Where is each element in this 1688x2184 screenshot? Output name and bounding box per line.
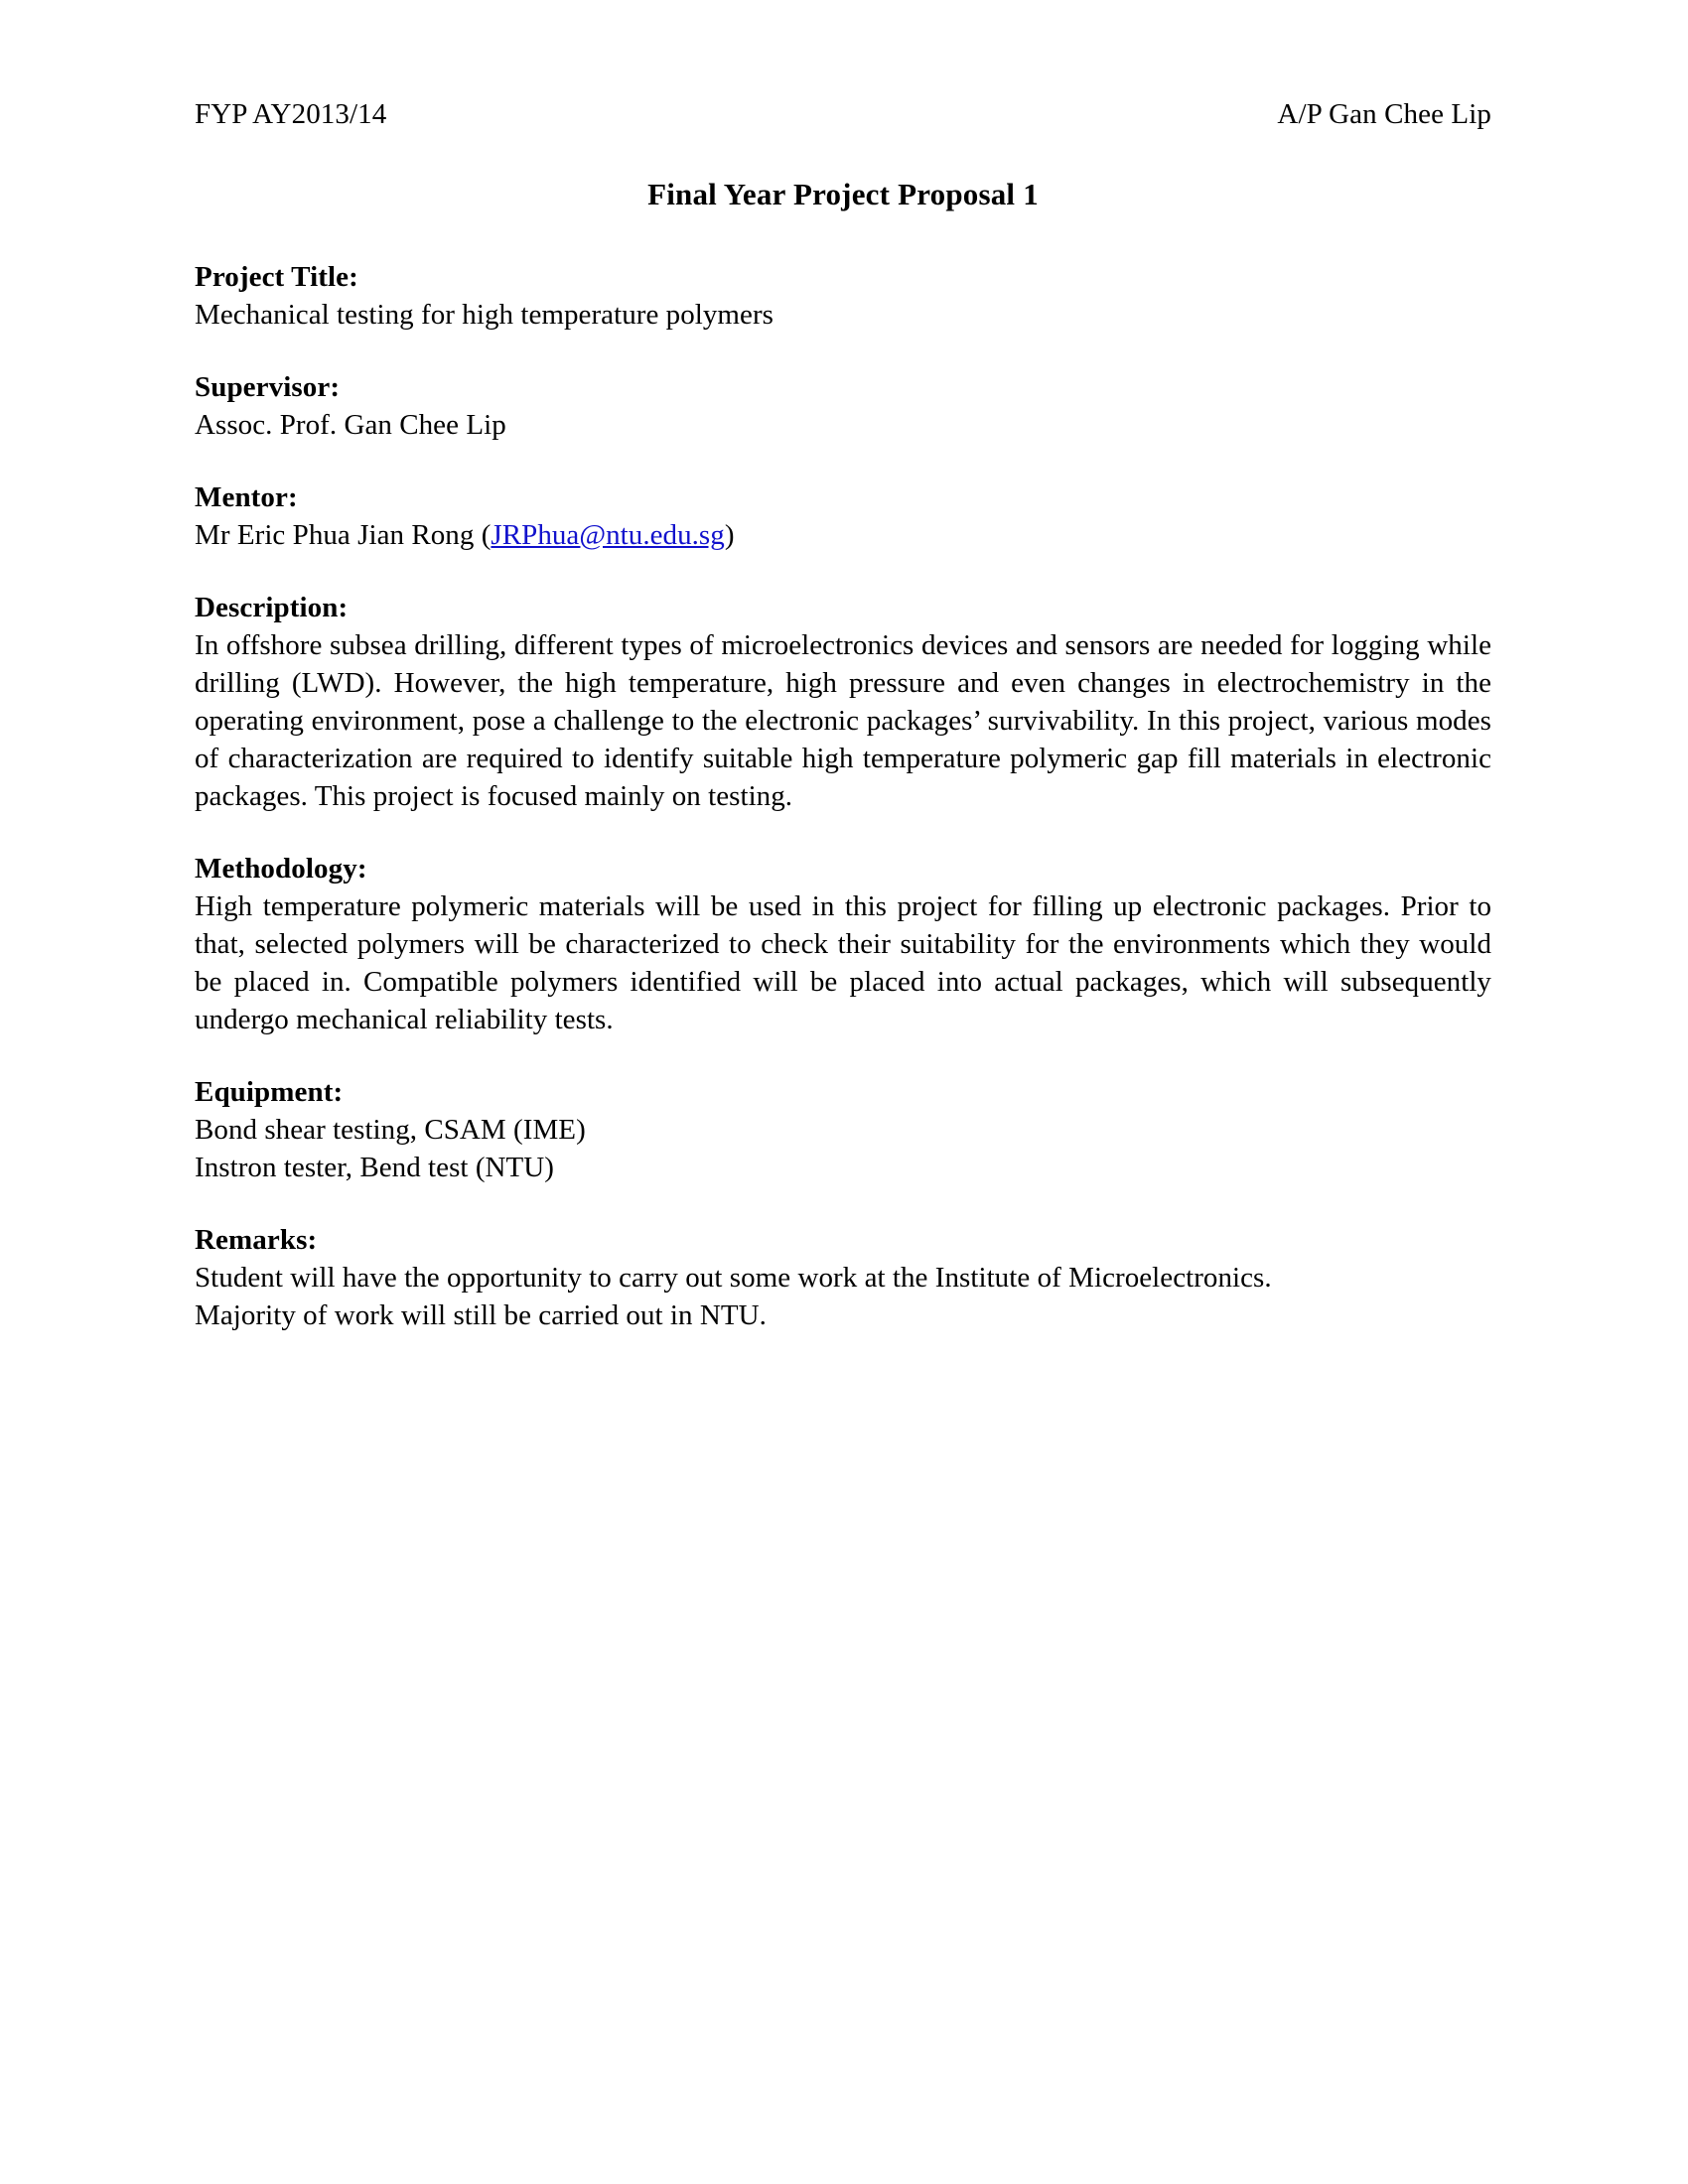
equipment-body: [195, 1111, 1491, 1186]
remarks-line-1: Student will have the opportunity to carry out some work at the Institute of Microelectronics.: [195, 1262, 1272, 1294]
remarks-heading: Remarks:: [195, 1224, 318, 1256]
equipment-line-2: Instron tester, Bend test (NTU): [195, 1152, 554, 1183]
remarks-line-2: Majority of work will still be carried out in NTU.: [195, 1299, 767, 1331]
equipment-line-1: Bond shear testing, CSAM (IME): [195, 1114, 586, 1146]
section-description: [195, 589, 1491, 815]
page-title: Final Year Project Proposal 1: [647, 177, 1039, 211]
remarks-body: [195, 1259, 1491, 1334]
mentor-email-link[interactable]: JRPhua@ntu.edu.sg: [491, 519, 725, 551]
header-right-text: A/P Gan Chee Lip: [1277, 98, 1491, 130]
methodology-body: High temperature polymeric materials will be used in this project for filling up electronic packages. Prior to that, selected polymers will be characterized to check their suitability for the environments which they would be placed in. Compatible polymers identified will be placed into actual packages, which will subsequently undergo mechanical reliability tests.: [195, 890, 1491, 1035]
section-methodology: [195, 850, 1491, 1038]
supervisor-body: Assoc. Prof. Gan Chee Lip: [195, 409, 506, 441]
mentor-heading: Mentor:: [195, 481, 298, 513]
section-supervisor: [195, 368, 1491, 444]
mentor-name-text: Mr Eric Phua Jian Rong (: [195, 519, 492, 551]
project-title-heading: Project Title:: [195, 261, 358, 293]
methodology-heading: Methodology:: [195, 853, 367, 885]
equipment-heading: Equipment:: [195, 1076, 344, 1108]
section-mentor: [195, 478, 1491, 554]
running-header: [195, 95, 1491, 133]
project-title-body: Mechanical testing for high temperature polymers: [195, 299, 774, 331]
supervisor-heading: Supervisor:: [195, 371, 341, 403]
description-heading: Description:: [195, 592, 349, 623]
header-left-text: FYP AY2013/14: [195, 98, 387, 130]
mentor-body: [195, 516, 1491, 554]
description-body: In offshore subsea drilling, different types of microelectronics devices and sensors are needed for logging while drilling (LWD). However, the high temperature, high pressure and even changes in electrochemistry in the operating environment, pose a challenge to the electronic packages’ survivability. In this project, various modes of characterization are required to identify suitable high temperature polymeric gap fill materials in electronic packages. This project is focused mainly on testing.: [195, 629, 1491, 812]
mentor-close-paren: ): [724, 519, 735, 551]
section-remarks: [195, 1221, 1491, 1334]
page-content: [195, 95, 1491, 1334]
section-equipment: [195, 1073, 1491, 1186]
section-project-title: [195, 258, 1491, 334]
